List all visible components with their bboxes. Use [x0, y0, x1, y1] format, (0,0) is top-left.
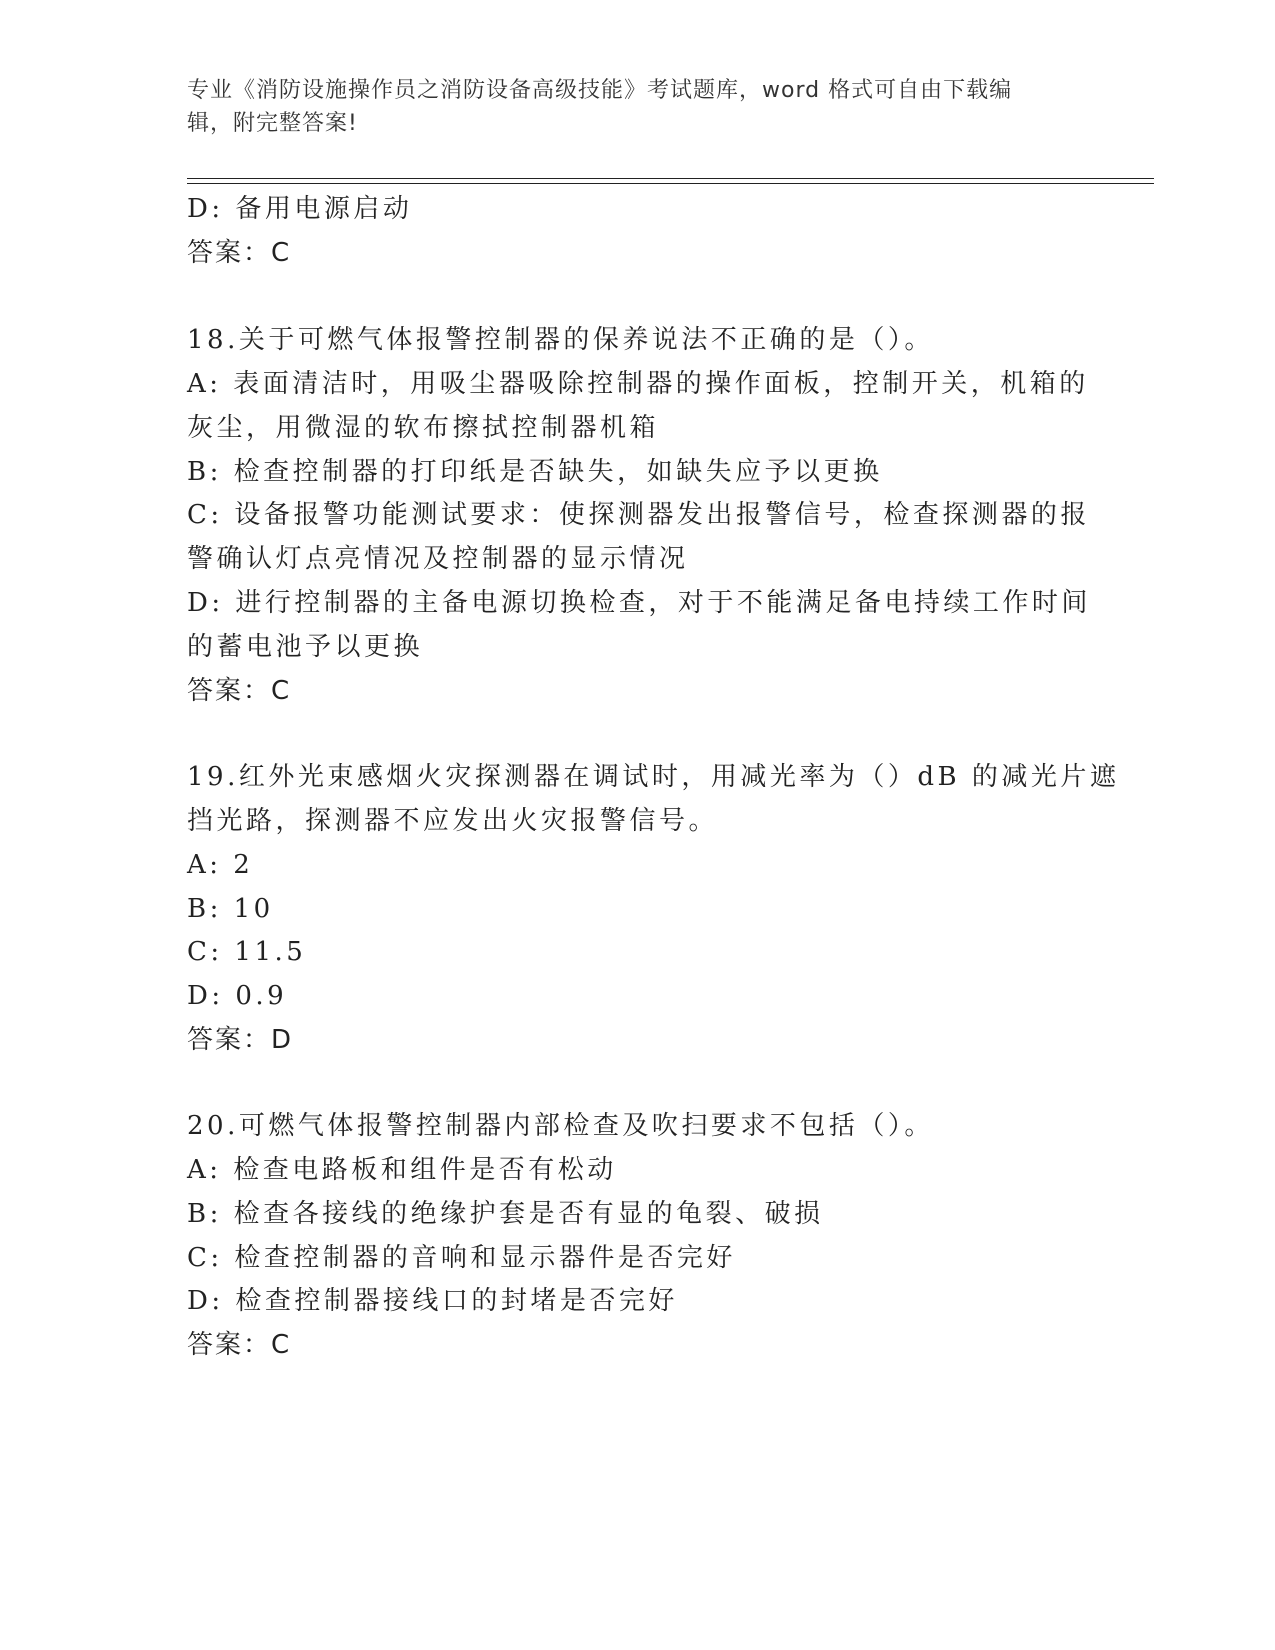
option-a: A: 表面清洁时，用吸尘器吸除控制器的操作面板，控制开关，机箱的: [187, 369, 1089, 399]
header-line-1: 专业《消防设施操作员之消防设备高级技能》考试题库，word 格式可自由下载编: [187, 78, 1013, 103]
option-c: C: 检查控制器的音响和显示器件是否完好: [187, 1243, 736, 1273]
prev-answer: 答案：C: [187, 238, 292, 268]
option-a: A: 2: [187, 850, 254, 880]
question-stem-cont: 挡光路，探测器不应发出火灾报警信号。: [187, 806, 719, 836]
option-d: D: 检查控制器接线口的封堵是否完好: [187, 1286, 678, 1316]
option-c: C: 设备报警功能测试要求：使探测器发出报警信号，检查探测器的报: [187, 500, 1090, 530]
option-b: B: 10: [187, 894, 274, 924]
header-divider-top: [187, 178, 1154, 179]
answer: 答案：D: [187, 1025, 294, 1055]
option-d-cont: 的蓄电池予以更换: [187, 632, 424, 662]
question-stem: 19.红外光束感烟火灾探测器在调试时，用减光率为（）dB 的减光片遮: [187, 762, 1120, 792]
option-c-cont: 警确认灯点亮情况及控制器的显示情况: [187, 544, 689, 574]
option-c: C: 11.5: [187, 937, 307, 967]
answer: 答案：C: [187, 1330, 292, 1360]
option-d: D: 进行控制器的主备电源切换检查，对于不能满足备电持续工作时间: [187, 588, 1091, 618]
option-d: D: 0.9: [187, 981, 288, 1011]
option-b: B: 检查各接线的绝缘护套是否有显的龟裂、破损: [187, 1199, 824, 1229]
answer: 答案：C: [187, 676, 292, 706]
option-a-cont: 灰尘，用微湿的软布擦拭控制器机箱: [187, 413, 660, 443]
option-a: A: 检查电路板和组件是否有松动: [187, 1155, 617, 1185]
question-stem: 20.可燃气体报警控制器内部检查及吹扫要求不包括（）。: [187, 1111, 934, 1141]
page-header: [187, 74, 1077, 140]
header-divider-bottom: [187, 183, 1154, 184]
option-b: B: 检查控制器的打印纸是否缺失，如缺失应予以更换: [187, 457, 883, 487]
header-line-2: 辑，附完整答案!: [187, 111, 358, 136]
prev-option-d: D: 备用电源启动: [187, 194, 413, 224]
question-stem: 18.关于可燃气体报警控制器的保养说法不正确的是（）。: [187, 325, 934, 355]
